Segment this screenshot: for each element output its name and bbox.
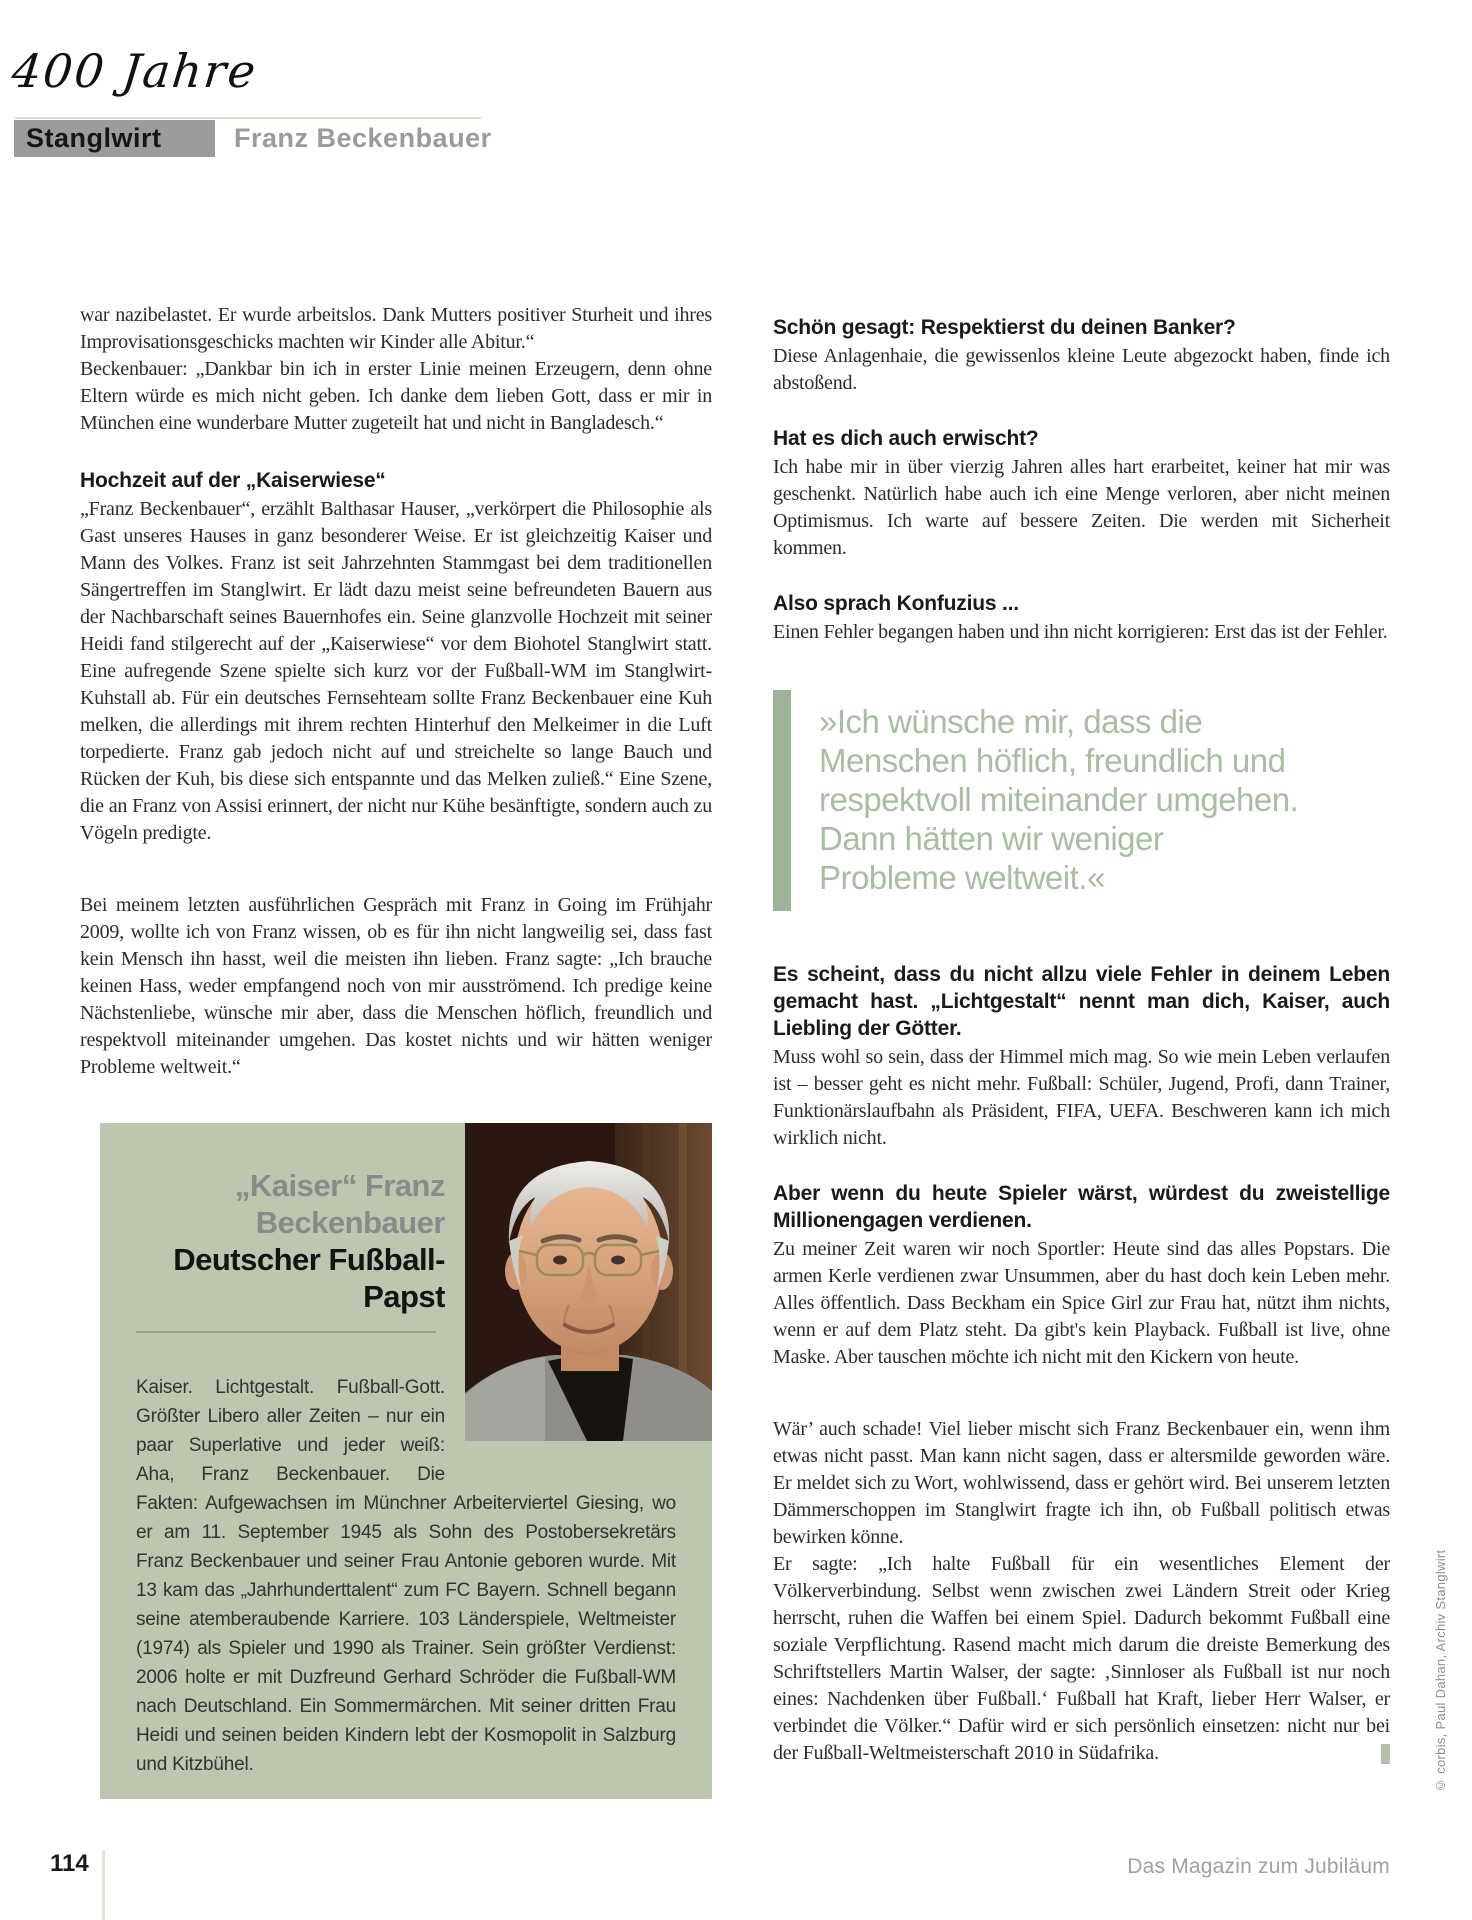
paragraph-closing-2-text: Er sagte: „Ich halte Fußball für ein wesentliches Element der Völkerverbindung. Selbst wenn zwischen zwei Ländern Streit oder Krieg herrscht, ruhen die Waffen bei einem Spiel. Dadurch bekommt Fußball eine soziale Verpflichtung. Rasend macht mich darum die dreiste Bemerkung des Schriftstellers Martin Walser, der sagte: ‚Sinnloser als Fußball ist nur noch eines: Nachdenken über Fußball.‘ Fußball hat Kraft, lieber Herr Walser, er verbindet die Völker.“ Dafür wird er sich persönlich einsetzen: nicht nur bei der Fußball-Weltmeisterschaft 2010 in Südafrika. xyxy=(773,1553,1390,1764)
beckenbauer-portrait-photo xyxy=(465,1123,712,1441)
answer-erwischt: Ich habe mir in über vierzig Jahren alles hart erarbeitet, keiner hat mir was geschenkt. Natürlich habe auch ich eine Menge verloren, aber nicht meinen Optimismus. Ich warte auf bessere Zeiten. Die werden mit Sicherheit kommen. xyxy=(773,456,1390,559)
logo-stanglwirt: Stanglwirt xyxy=(14,120,215,157)
right-column xyxy=(773,302,1390,1799)
left-column xyxy=(80,302,712,1799)
answer-banker: Diese Anlagenhaie, die gewissenlos kleine Leute abgezockt haben, finde ich abstoßend. xyxy=(773,345,1390,394)
page-number: 114 xyxy=(50,1850,89,1877)
paragraph-going-2009: Bei meinem letzten ausführlichen Gespräch mit Franz in Going im Frühjahr 2009, wollte ich von Franz wissen, ob es für ihn nicht langweilig sei, dass fast kein Mensch ihn hasst, weil die meisten ihn lieben. Franz sagte: „Ich brauche keinen Hass, weder empfangend noch von mir ausströmend. Ich predige keine Nächstenliebe, wünsche mir aber, dass die Menschen höflich, freundlich und respektvoll miteinander umgehen. Das kostet nichts und wir hätten weniger Probleme weltweit.“ xyxy=(80,894,712,1078)
paragraph-hochzeit: „Franz Beckenbauer“, erzählt Balthasar Hauser, „verkörpert die Philosophie als Gast unseres Hauses in ganz besonderer Weise. Er ist gleichzeitig Kaiser und Mann des Volkes. Franz ist seit Jahrzehnten Stammgast bei dem traditionellen Sängertreffen im Stanglwirt. Er lädt dazu meist seine befreundeten Bauern aus der Nachbarschaft seines Bauernhofes ein. Seine glanzvolle Hochzeit mit seiner Heidi fand stilgerecht auf der „Kaiserwiese“ vor dem Biohotel Stanglwirt statt. Eine aufregende Szene spielte sich kurz vor der Fußball-WM im Stanglwirt-Kuhstall ab. Für ein deutsches Fernsehteam sollte Franz Beckenbauer eine Kuh melken, die allerdings mit ihrem rechten Hinterhuf den Melkeimer in die Luft torpedierte. Franz gab jedoch nicht auf und streichelte so lange Bauch und Rücken der Kuh, bis diese sich entspannte und das Melken zuließ.“ Eine Szene, die an Franz von Assisi erinnert, der nicht nur Kühe besänftigte, sondern auch zu Vögeln predigte. xyxy=(80,498,712,844)
infobox-body-text: Kaiser. Lichtgestalt. Fußball-Gott. Größter Libero aller Zeiten – nur ein paar Superlative und jeder weiß: Aha, Franz Beckenbauer. Die Fakten: Aufgewachsen im Münchner Arbeiterviertel Giesing, wo er am 11. September 1945 als Sohn des Postobersekretärs Franz Beckenbauer und seiner Frau Antonie geboren wurde. Mit 13 kam das „Jahrhunderttalent“ zum FC Bayern. Schnell begann seine atemberaubende Karriere. 103 Länderspiele, Weltmeister (1974) als Spieler und 1990 als Trainer. Sein größter Verdienst: 2006 holte er mit Duzfreund Gerhard Schröder die Fußball-WM nach Deutschland. Ein Sommermärchen. Mit seiner dritten Frau Heidi und seinen beiden Kindern lebt der Kosmopolit in Salzburg und Kitzbühel. xyxy=(136,1377,676,1775)
paragraph-intro-continuation: war nazibelastet. Er wurde arbeitslos. Dank Mutters positiver Sturheit und ihres Improvisationsgeschicks machten wir Kinder alle Abitur.“ xyxy=(80,304,712,353)
footer-divider xyxy=(102,1850,105,1920)
paragraph-closing-2 xyxy=(773,1551,1390,1767)
answer-lichtgestalt: Muss wohl so sein, dass der Himmel mich mag. So wie mein Leben verlaufen ist – besser geht es nicht mehr. Fußball: Schüler, Jugend, Profi, dann Trainer, Funktionärslaufbahn als Präsident, FIFA, UEFA. Beschweren kann ich mich wirklich nicht. xyxy=(773,1046,1390,1149)
header-rule xyxy=(15,117,481,119)
question-konfuzius: Also sprach Konfuzius ... xyxy=(773,592,1019,615)
answer-millionengagen: Zu meiner Zeit waren wir noch Sportler: Heute sind das alles Popstars. Die armen Kerle verdienen zwar Unsummen, aber du hast doch kein Leben mehr. Alles öffentlich. Dass Beckham ein Spice Girl zur Frau hat, nützt ihm nichts, wenn er auf dem Platz steht. Da gibt's kein Playback. Fußball ist live, ohne Maske. Aber tauschen möchte ich nicht mit den Kickern von heute. xyxy=(773,1238,1390,1368)
article-title: Franz Beckenbauer xyxy=(234,123,492,153)
infobox-title-black: Deutscher Fußball-Papst xyxy=(173,1242,445,1314)
article-end-mark xyxy=(1381,1744,1390,1764)
article-body xyxy=(80,302,1390,1799)
pull-quote xyxy=(773,690,1390,911)
subheading-hochzeit: Hochzeit auf der „Kaiserwiese“ xyxy=(80,469,386,492)
portrait-illustration xyxy=(465,1123,712,1441)
paragraph-closing-1: Wär’ auch schade! Viel lieber mischt sich Franz Beckenbauer ein, wenn ihm etwas nicht passt. Man kann nicht sagen, dass er altersmilde geworden wäre. Er meldet sich zu Wort, wohlwissend, dass er gehört wird. Bei unserem letzten Dämmerschoppen im Stanglwirt fragte ich ihn, ob Fußball politisch etwas bewirken könne. xyxy=(773,1418,1390,1548)
infobox-rule xyxy=(136,1331,436,1333)
answer-konfuzius: Einen Fehler begangen haben und ihn nicht korrigieren: Erst das ist der Fehler. xyxy=(773,621,1388,643)
question-erwischt: Hat es dich auch erwischt? xyxy=(773,427,1039,450)
logo-400-jahre: 400 Jahre xyxy=(9,44,260,98)
question-banker: Schön gesagt: Respektierst du deinen Banker? xyxy=(773,316,1236,339)
question-lichtgestalt: Es scheint, dass du nicht allzu viele Fehler in deinem Leben gemacht hast. „Lichtgestalt“ nennt man dich, Kaiser, auch Liebling der Götter. xyxy=(773,963,1390,1040)
pull-quote-text: »Ich wünsche mir, dass die Menschen höflich, freundlich und respektvoll miteinander umgehen. Dann hätten wir weniger Probleme weltweit.« xyxy=(819,703,1299,896)
infobox-title-gray: „Kaiser“ Franz Beckenbauer xyxy=(234,1168,445,1240)
photo-credit: © corbis, Paul Dahan, Archiv Stanglwirt xyxy=(1433,1549,1448,1793)
footer-magazine-label: Das Magazin zum Jubiläum xyxy=(1127,1855,1390,1878)
beckenbauer-infobox xyxy=(100,1123,712,1799)
paragraph-beckenbauer-quote: Beckenbauer: „Dankbar bin ich in erster Linie meinen Erzeugern, denn ohne Eltern würde es mich nicht geben. Ich danke dem lieben Gott, dass er mir in München eine wunderbare Mutter zugeteilt hat und nicht in Bangladesch.“ xyxy=(80,358,712,434)
question-millionengagen: Aber wenn du heute Spieler wärst, würdest du zweistellige Millionengagen verdienen. xyxy=(773,1182,1390,1232)
